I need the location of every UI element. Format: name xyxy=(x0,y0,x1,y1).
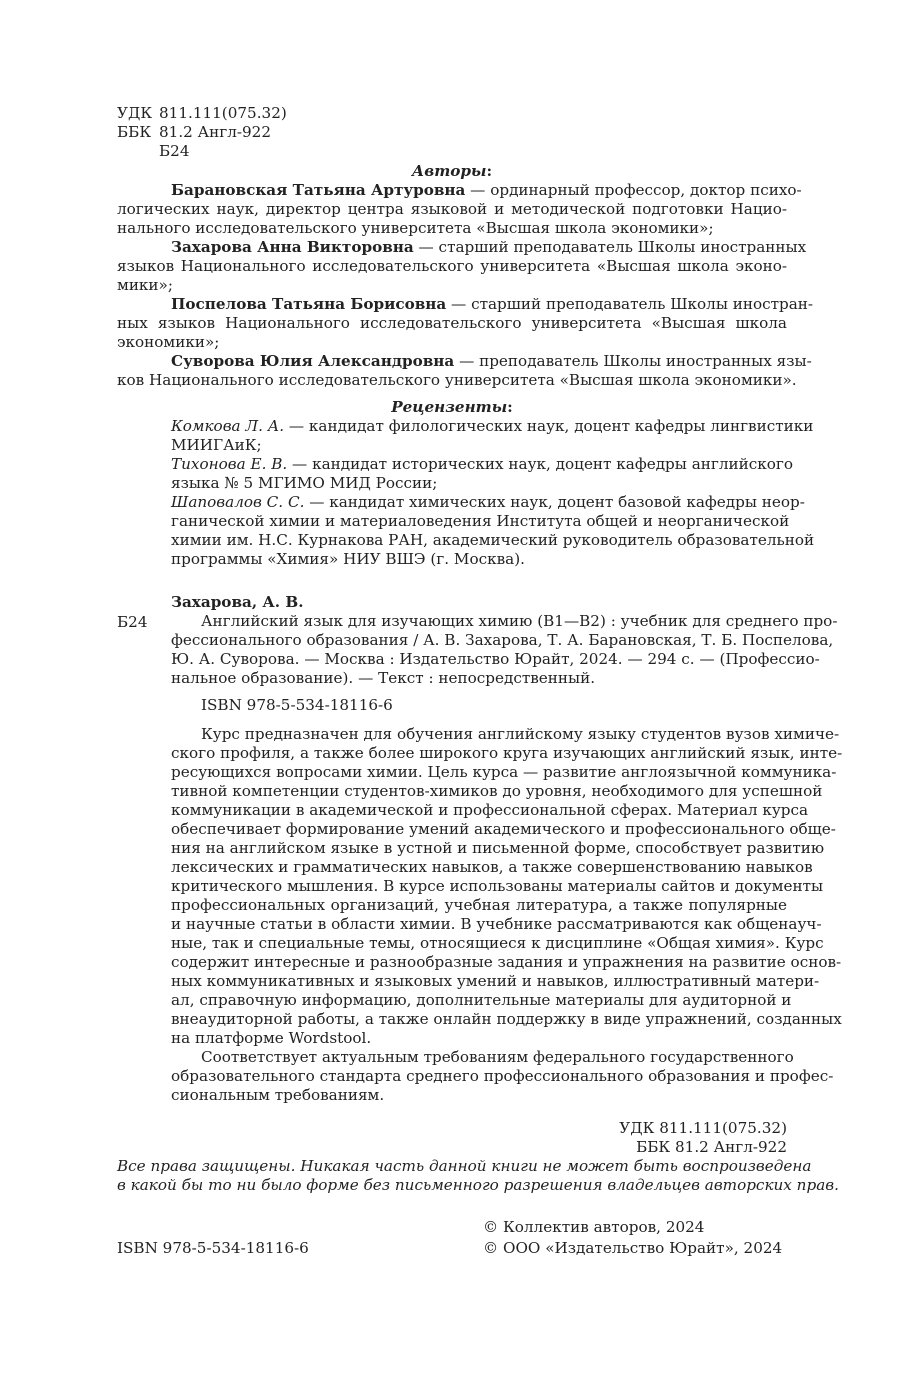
author-name: Суворова Юлия Александровна xyxy=(171,352,455,370)
reviewer-entry-2: Тихонова Е. В. — кандидат исторических наук, доцент кафедры английского xyxy=(171,455,793,473)
author-entry-4: Суворова Юлия Александровна — преподаватель Школы иностранных язы- xyxy=(171,352,812,370)
reviewer-name: Тихонова Е. В. xyxy=(171,455,288,473)
author-entry-2: Захарова Анна Викторовна — старший преподаватель Школы иностранных xyxy=(171,238,807,256)
abstract-p2-first: Соответствует актуальным требованиям федерального государственного xyxy=(201,1048,794,1066)
bib-author: Захарова, А. В. xyxy=(171,593,304,611)
abstract-p1: ского профиля, а также более широкого круга изучающих английский язык, инте- ресующихся вопросами химии. Цель курса — развитие англоязычной коммуника- тивной компетенции студентов-химиков до уровня, необходимого для успешной коммуникации в академической и профессиональной сферах. Материал курса обеспечивает формирование умений академического и профессионального обще- ния на английском языке в устной и письменной форме, способствует развитию лексических и грамматических навыков, а также совершенствованию навыков критического мышления. В курсе использованы материалы сайтов и документы профессиональных организаций, учебная литература, а также популярные и научные статьи в области химии. В учебнике рассматриваются как общенауч- ные, так и специальные темы, относящиеся к дисциплине «Общая химия». Курс содержит интересные и разнообразные задания и упражнения на развитие основ- ных коммуникативных и языковых умений и навыков, иллюстративный матери- ал, справочную информацию, дополнительные материалы для аудиторной и внеаудиторной работы, а также онлайн поддержку в виде упражнений, созданных на платформе Wordstool. xyxy=(171,744,843,1047)
bib-isbn: ISBN 978-5-534-18116-6 xyxy=(201,696,393,714)
bottom-codes: УДК 811.111(075.32) ББК 81.2 Англ-922 xyxy=(619,1119,787,1156)
author-entry-1: Барановская Татьяна Артуровна — ординарный профессор, доктор психо- xyxy=(171,181,802,199)
authors-heading: Авторы: xyxy=(411,162,493,180)
author-name: Барановская Татьяна Артуровна xyxy=(171,181,466,199)
reviewer-entry-3: Шаповалов С. С. — кандидат химических наук, доцент базовой кафедры неор- ганической химии и материаловедения Института общей и неорганической химии им. Н.С. Курнакова РАН, академический руководитель образовательной программы «Химия» НИУ ВШЭ (г. Москва). xyxy=(171,493,815,568)
abstract-p2: образовательного стандарта среднего профессионального образования и профес- сиональным требованиям. xyxy=(171,1067,834,1104)
copyright-block: © Коллектив авторов, 2024 © ООО «Издательство Юрайт», 2024 xyxy=(483,1218,783,1257)
bbk-label: ББК xyxy=(117,123,152,141)
classification-block xyxy=(117,104,287,161)
author-mark: Б24 xyxy=(159,142,190,160)
author-entry-3: Поспелова Татьяна Борисовна — старший преподаватель Школы иностран- xyxy=(171,295,814,313)
udk-value: 811.111(075.32) xyxy=(159,104,287,122)
footer-isbn: ISBN 978-5-534-18116-6 xyxy=(117,1239,309,1257)
udk-label: УДК xyxy=(117,104,153,122)
reviewer-name: Комкова Л. А. xyxy=(171,417,285,435)
reviewers-heading: Рецензенты: xyxy=(391,398,513,416)
bib-mark: Б24 xyxy=(117,613,148,631)
reviewer-name: Шаповалов С. С. xyxy=(171,493,305,511)
bib-description: Английский язык для изучающих химию (B1—B2) : учебник для среднего про- xyxy=(201,612,838,630)
author-name: Захарова Анна Викторовна xyxy=(171,238,414,256)
bbk-value: 81.2 Англ-922 xyxy=(159,123,271,141)
abstract-p1-first: Курс предназначен для обучения английскому языку студентов вузов химиче- xyxy=(201,725,840,743)
author-name: Поспелова Татьяна Борисовна xyxy=(171,295,447,313)
reviewer-entry-1: Комкова Л. А. — кандидат филологических наук, доцент кафедры лингвистики xyxy=(171,417,814,435)
rights-notice: Все права защищены. Никакая часть данной книги не может быть воспроизведена в какой бы то ни было форме без письменного разрешения владельцев авторских прав. xyxy=(117,1157,839,1194)
